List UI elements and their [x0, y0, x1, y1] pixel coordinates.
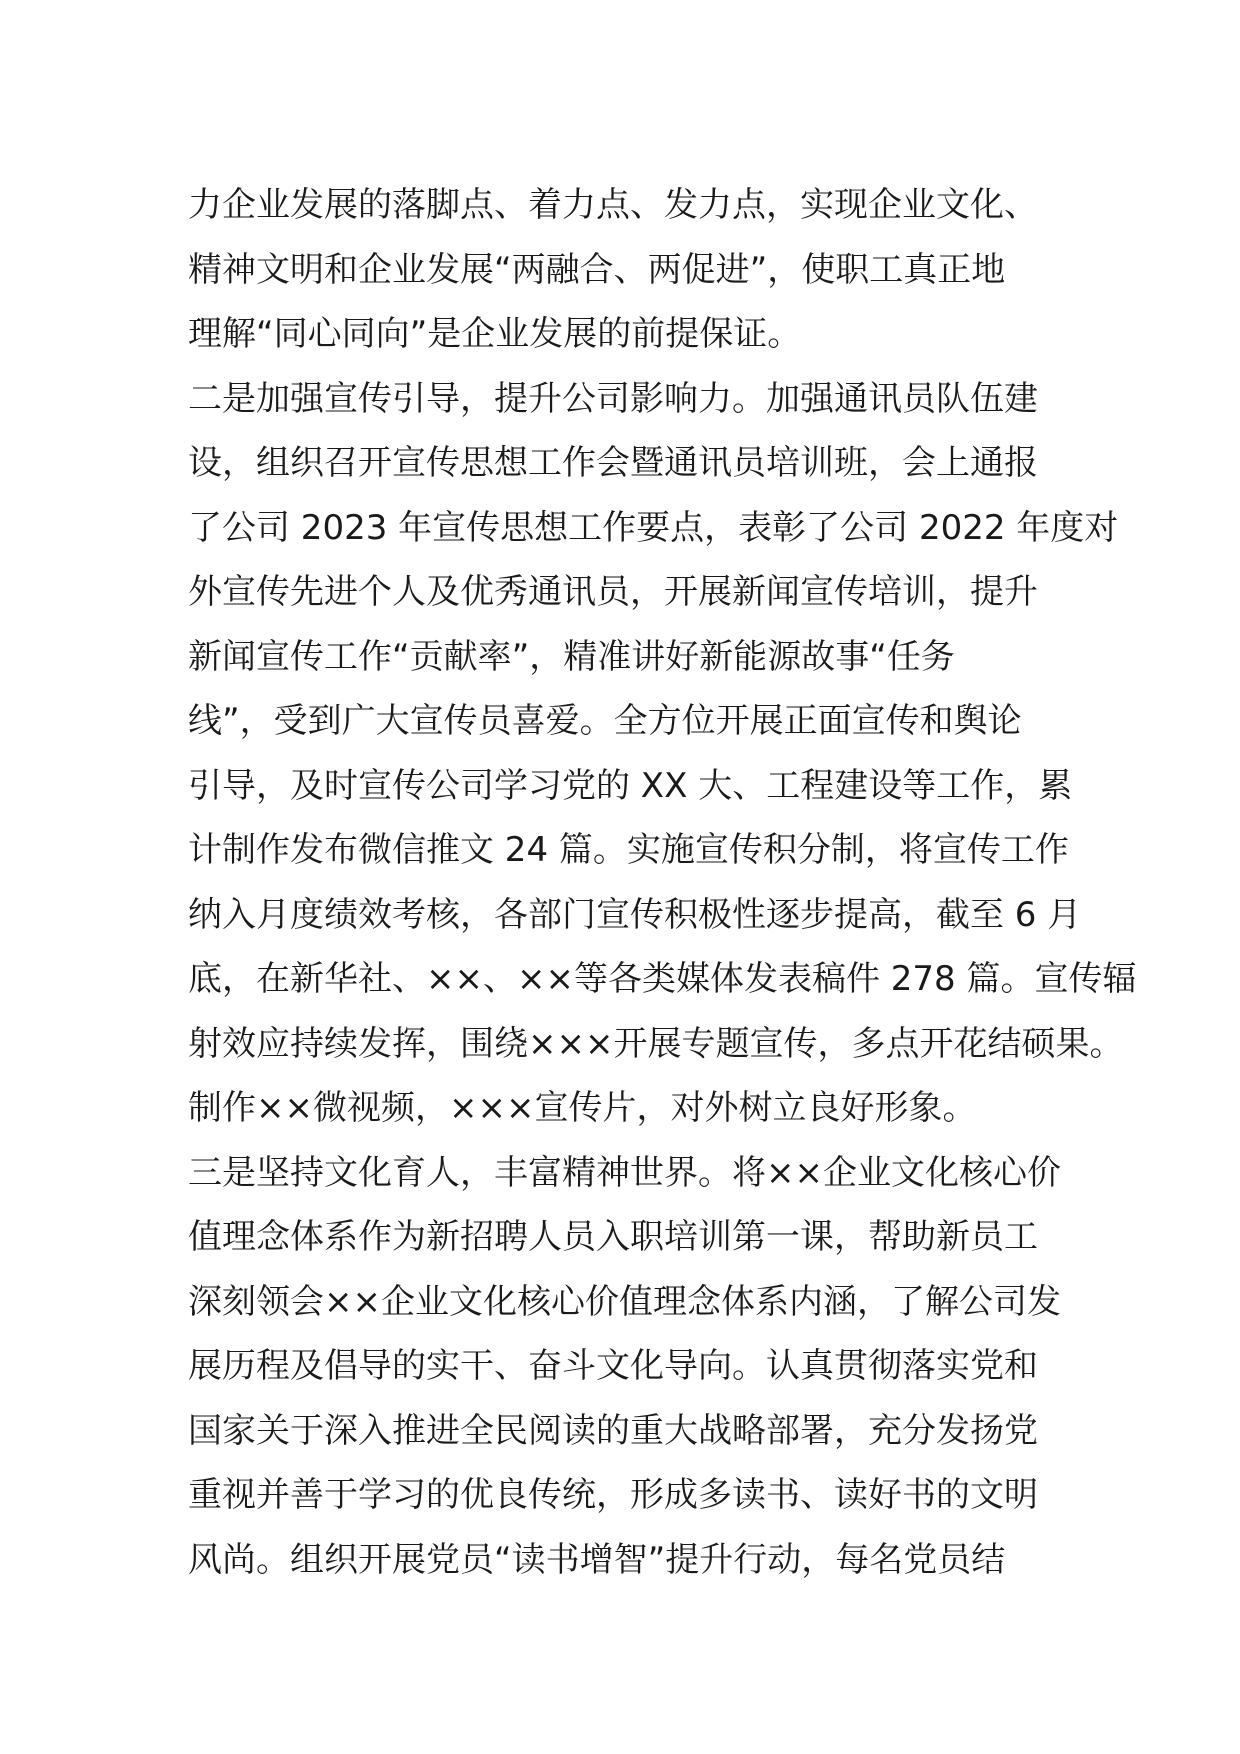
text-line: 展历程及倡导的实干、奋斗文化导向。认真贯彻落实党和: [188, 1346, 1038, 1386]
paragraph-heading-line: 三是坚持文化育人，丰富精神世界。将××企业文化核心价: [188, 1152, 1061, 1193]
text-line: 引导，及时宣传公司学习党的 XX 大、工程建设等工作，累: [188, 765, 1073, 806]
text-line: 设，组织召开宣传思想工作会暨通讯员培训班，会上通报: [188, 443, 1038, 483]
text-line: 外宣传先进个人及优秀通讯员，开展新闻宣传培训，提升: [188, 572, 1038, 612]
text-line: 新闻宣传工作“贡献率”，精准讲好新能源故事“任务: [188, 636, 955, 677]
text-line: 风尚。组织开展党员“读书增智”提升行动，每名党员结: [188, 1539, 1006, 1580]
text-line: 理解“同心同向”是企业发展的前提保证。: [188, 314, 802, 354]
text-line: 力企业发展的落脚点、着力点、发力点，实现企业文化、: [188, 185, 1038, 225]
text-line: 底，在新华社、××、××等各类媒体发表稿件 278 篇。宣传辐: [188, 959, 1137, 999]
body-text: [188, 173, 1137, 1592]
text-line: 了公司 2023 年宣传思想工作要点，表彰了公司 2022 年度对: [188, 507, 1119, 548]
text-line: 计制作发布微信推文 24 篇。实施宣传积分制，将宣传工作: [188, 830, 1069, 870]
text-line: 值理念体系作为新招聘人员入职培训第一课，帮助新员工: [188, 1217, 1038, 1257]
text-line: 国家关于深入推进全民阅读的重大战略部署，充分发扬党: [188, 1410, 1038, 1451]
text-line: 制作××微视频，×××宣传片，对外树立良好形象。: [188, 1088, 977, 1128]
text-line: 精神文明和企业发展“两融合、两促进”，使职工真正地: [188, 249, 1006, 290]
text-line: 线”，受到广大宣传员喜爱。全方位开展正面宣传和舆论: [188, 701, 1022, 741]
text-line: 重视并善于学习的优良传统，形成多读书、读好书的文明: [188, 1475, 1038, 1515]
text-line: 纳入月度绩效考核，各部门宣传积极性逐步提高，截至 6 月: [188, 894, 1082, 935]
text-line: 深刻领会××企业文化核心价值理念体系内涵，了解公司发: [188, 1281, 1061, 1322]
paragraph-heading-line: 二是加强宣传引导，提升公司影响力。加强通讯员队伍建: [188, 378, 1038, 419]
text-line: 射效应持续发挥，围绕×××开展专题宣传，多点开花结硕果。: [188, 1023, 1124, 1064]
